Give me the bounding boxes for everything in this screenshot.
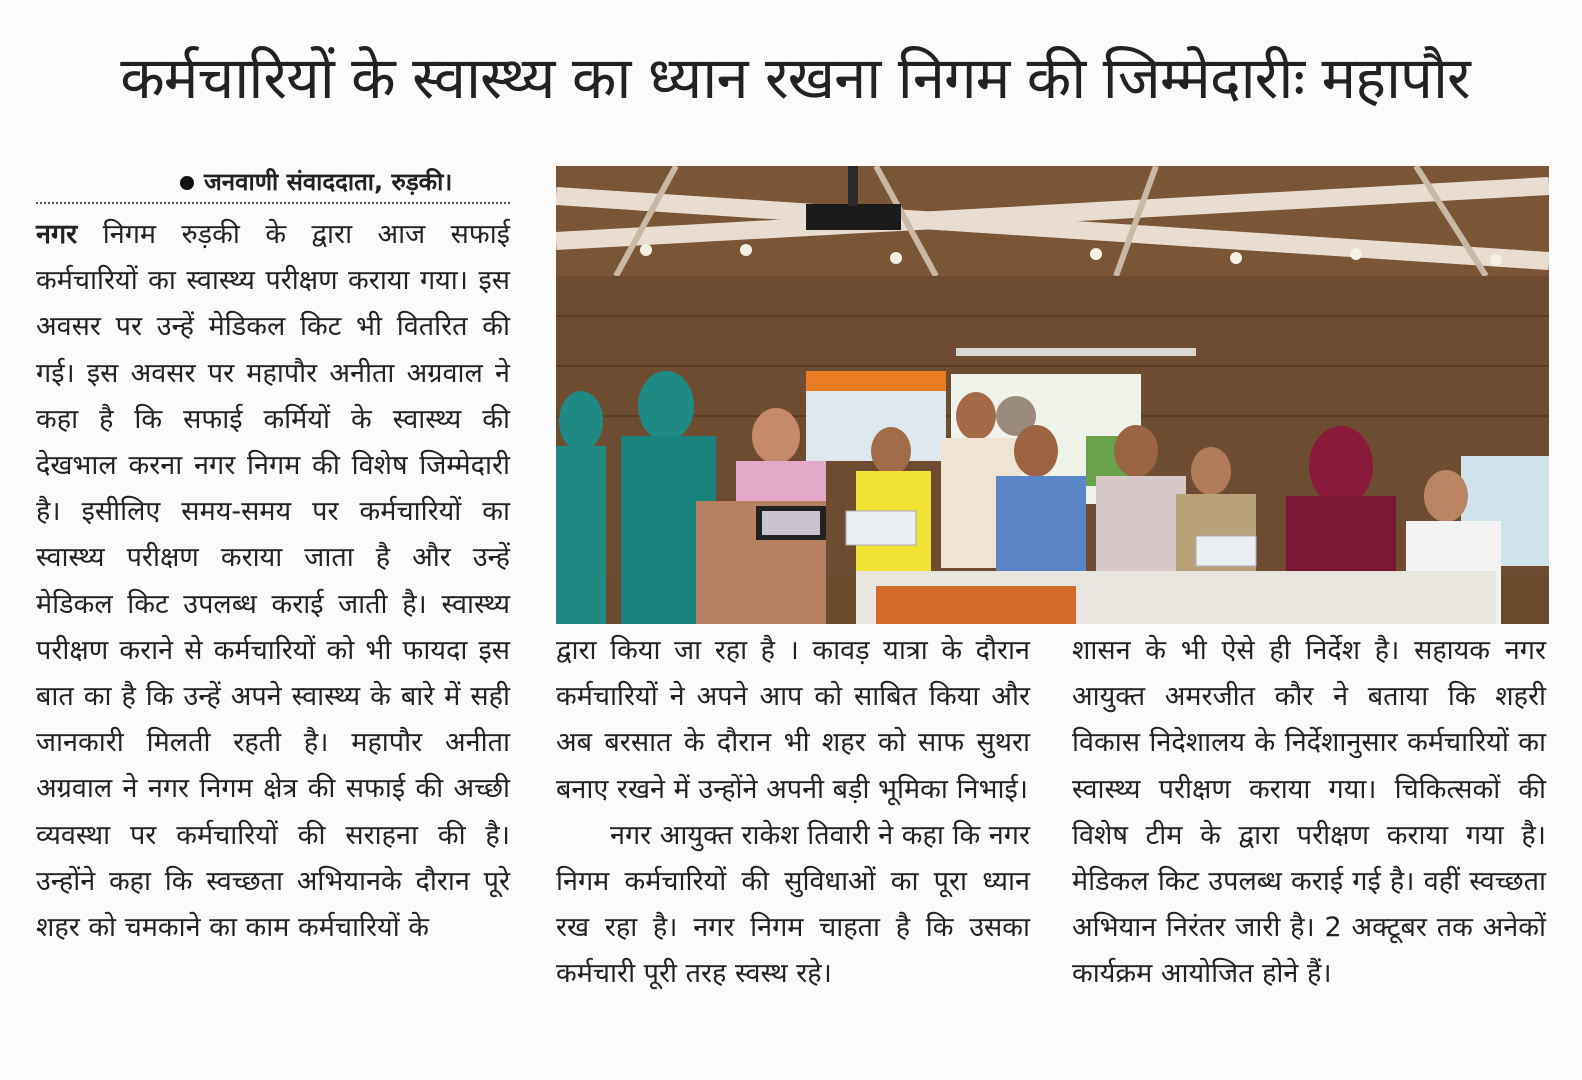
- byline: [180, 164, 510, 200]
- article-column-2: [556, 628, 1030, 998]
- lead-word: नगर: [36, 219, 78, 250]
- byline-divider: [36, 202, 510, 204]
- column-1-paragraph: [36, 212, 510, 951]
- event-photo: [556, 166, 1549, 624]
- bullet-dot-icon: [180, 176, 194, 190]
- headline: कर्मचारियों के स्वास्थ्य का ध्यान रखना निगम की जिम्मेदारीः महापौर: [120, 44, 1470, 112]
- byline-text: जनवाणी संवाददाता, रुड़की।: [204, 168, 453, 196]
- column-2-paragraph-1: द्वारा किया जा रहा है । कावड़ यात्रा के दौरान कर्मचारियों ने अपने आप को साबित किया और अब बरसात के दौरान भी शहर को साफ सुथरा बनाए रखने में उन्होंने अपनी बड़ी भूमिका निभाई।: [556, 635, 1030, 805]
- article-column-3: [1072, 628, 1546, 998]
- article-column-1: [36, 212, 510, 951]
- column-2-paragraph-2: नगर आयुक्त राकेश तिवारी ने कहा कि नगर निगम कर्मचारियों की सुविधाओं का पूरा ध्यान रख रहा है। नगर निगम चाहता है कि उसका कर्मचारी पूरी तरह स्वस्थ रहे।: [556, 819, 1030, 990]
- event-photo-illustration: [556, 166, 1549, 624]
- column-1-text: निगम रुड़की के द्वारा आज सफाई कर्मचारियों का स्वास्थ्य परीक्षण कराया गया। इस अवसर पर उन्हें मेडिकल किट भी वितरित की गई। इस अवसर पर महापौर अनीता अग्रवाल ने कहा है कि सफाई कर्मियों के स्वास्थ्य की देखभाल करना नगर निगम की विशेष जिम्मेदारी है। इसीलिए समय-समय पर कर्मचारियों का स्वास्थ्य परीक्षण कराया जाता है और उन्हें मेडिकल किट उपलब्ध कराई जाती है। स्वास्थ्य परीक्षण कराने से कर्मचारियों को भी फायदा इस बात का है कि उन्हें अपने स्वास्थ्य के बारे में सही जानकारी मिलती रहती है। महापौर अनीता अग्रवाल ने नगर निगम क्षेत्र की सफाई की अच्छी व्यवस्था पर कर्मचारियों की सराहना की है। उन्होंने कहा कि स्वच्छता अभियानके दौरान पूरे शहर को चमकाने का काम कर्मचारियों के: [36, 219, 510, 944]
- column-3-paragraph: शासन के भी ऐसे ही निर्देश है। सहायक नगर आयुक्त अमरजीत कौर ने बताया कि शहरी विकास निदेशालय के निर्देशानुसार कर्मचारियों का स्वास्थ्य परीक्षण कराया गया। चिकित्सकों की विशेष टीम के द्वारा परीक्षण कराया गया है। मेडिकल किट उपलब्ध कराई गई है। वहीं स्वच्छता अभियान निरंतर जारी है। 2 अक्टूबर तक अनेकों कार्यक्रम आयोजित होने हैं।: [1072, 635, 1546, 990]
